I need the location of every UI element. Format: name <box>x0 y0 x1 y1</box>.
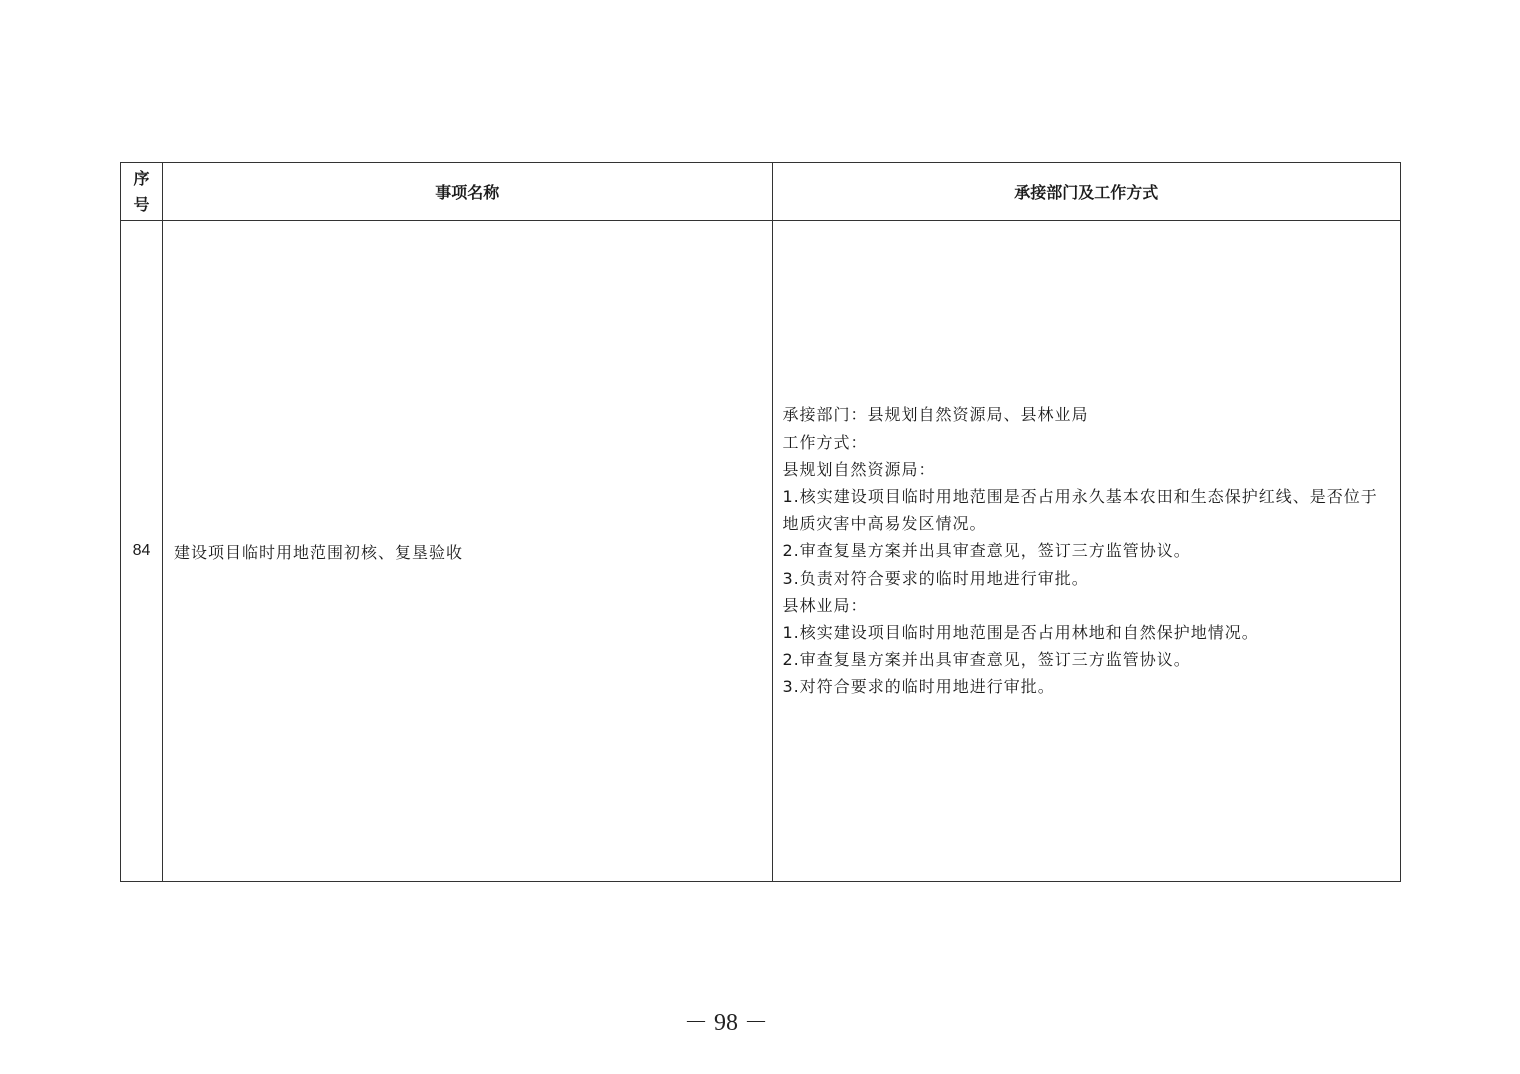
dept-line: 2.审查复垦方案并出具审查意见，签订三方监管协议。 <box>782 541 1191 561</box>
matters-table <box>120 162 1401 882</box>
table-header-row <box>121 163 1401 221</box>
dept-line: 2.审查复垦方案并出具审查意见，签订三方监管协议。 <box>782 650 1191 670</box>
dept-line: 工作方式： <box>782 432 868 452</box>
dept-line: 3.对符合要求的临时用地进行审批。 <box>782 677 1055 697</box>
header-seq-char-1: 序 <box>133 168 150 188</box>
header-seq <box>121 163 163 221</box>
page-number: － 98 － <box>684 1010 768 1036</box>
row-name: 建设项目临时用地范围初核、复垦验收 <box>163 221 772 882</box>
header-dept: 承接部门及工作方式 <box>772 163 1401 221</box>
row-dept <box>772 221 1401 882</box>
dept-line: 1.核实建设项目临时用地范围是否占用林地和自然保护地情况。 <box>782 623 1259 642</box>
table-row <box>121 221 1401 882</box>
dept-line: 承接部门：县规划自然资源局、县林业局 <box>782 405 1089 425</box>
row-seq: 84 <box>121 221 163 882</box>
dept-line: 1.核实建设项目临时用地范围是否占用永久基本农田和生态保护红线、是否位于地质灾害中高易发区情况。 <box>782 486 1378 534</box>
header-seq-char-2: 号 <box>133 194 150 214</box>
dept-line: 县林业局： <box>782 595 868 615</box>
dept-line: 3.负责对符合要求的临时用地进行审批。 <box>782 568 1089 588</box>
header-name: 事项名称 <box>163 163 772 221</box>
dept-line: 县规划自然资源局： <box>782 459 936 479</box>
